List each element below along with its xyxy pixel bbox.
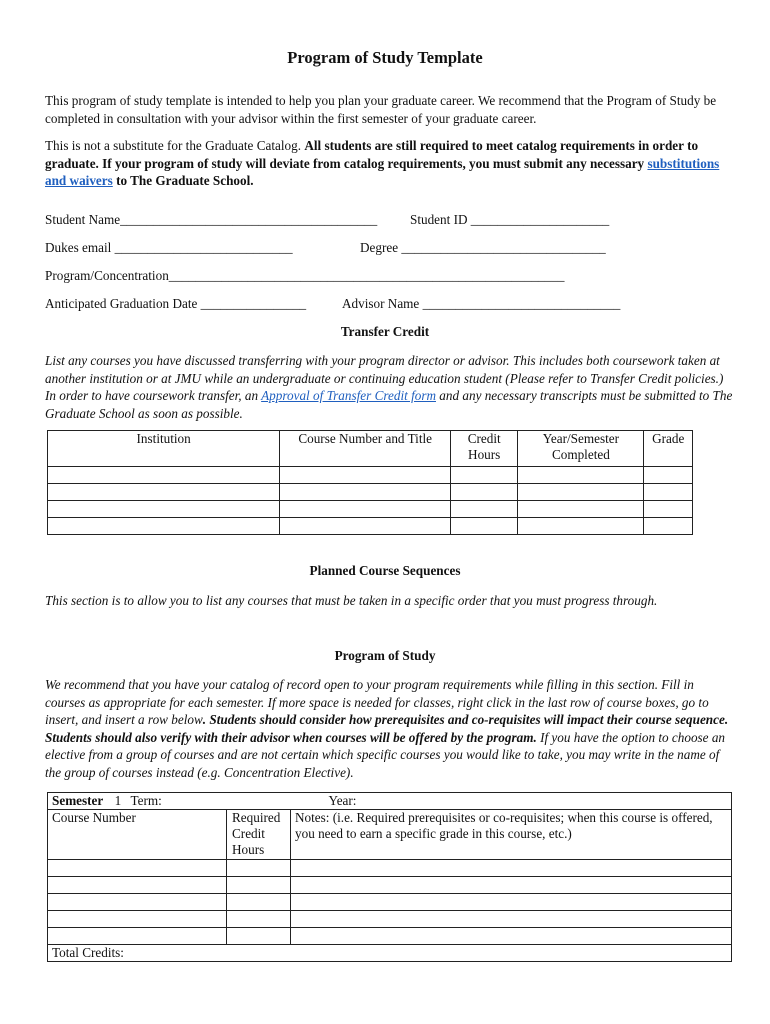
substitutions-waivers-link[interactable]: substitutions and waivers — [45, 155, 720, 188]
table-cell[interactable] — [48, 911, 227, 928]
table-cell[interactable] — [291, 877, 732, 894]
semester-table — [47, 792, 732, 962]
intro-paragraph: This program of study template is intended to help you plan your graduate career. We recommend that the Program of Study be completed in consultation with your advisor within the first semester of your graduate career. — [45, 93, 717, 126]
program-text-c: If you have the option to choose an elective from a group of courses and are not certain which specific courses you would like to take, you may write in the name of the group of courses instead (e.g. Concentration Elective). — [45, 729, 726, 780]
table-cell[interactable] — [227, 877, 291, 894]
col-course-number: Course Number — [48, 810, 227, 860]
table-row — [48, 877, 732, 894]
table-cell[interactable] — [291, 928, 732, 945]
dukes-email-field[interactable]: Dukes email ___________________________ — [45, 240, 293, 255]
program-concentration-field[interactable]: Program/Concentration____________________________________________________________ — [45, 268, 565, 283]
table-cell[interactable] — [48, 484, 280, 501]
notice-plain: This is not a substitute for the Graduate Catalog. — [45, 138, 305, 153]
table-row — [48, 860, 732, 877]
table-cell[interactable] — [48, 467, 280, 484]
table-cell[interactable] — [518, 467, 644, 484]
transfer-credit-table — [47, 430, 693, 535]
program-paragraph — [45, 676, 735, 781]
col-institution: Institution — [48, 431, 280, 467]
table-cell[interactable] — [227, 860, 291, 877]
table-row — [48, 467, 693, 484]
table-cell[interactable] — [644, 467, 693, 484]
table-row — [48, 518, 693, 535]
program-text-a: We recommend that you have your catalog of record open to your program requirements while filling in this section. Fill in courses as appropriate for each semester. If more space is needed for classes, right click in the last row of course boxes, go to insert, and insert a row below — [45, 677, 709, 727]
program-of-study-heading: Program of Study — [334, 648, 436, 663]
student-id-field[interactable]: Student ID _____________________ — [410, 212, 610, 227]
table-row — [48, 928, 732, 945]
semester-header-row — [48, 810, 732, 860]
total-credits-label: Total Credits: — [52, 945, 124, 960]
notice-bold-end: to The Graduate School. — [112, 173, 254, 188]
semester-cell — [48, 793, 291, 810]
table-cell[interactable] — [451, 467, 518, 484]
degree-field[interactable]: Degree _______________________________ — [360, 240, 606, 255]
total-credits-row — [48, 945, 732, 962]
notice-bold: All students are still required to meet catalog requirements in order to graduate. If your program of study will deviate from catalog requirements, you must submit any necessary — [45, 138, 699, 171]
advisor-name-field[interactable]: Advisor Name ______________________________ — [342, 296, 621, 311]
table-cell[interactable] — [291, 894, 732, 911]
col-course-number-title: Course Number and Title — [280, 431, 451, 467]
graduation-date-field[interactable]: Anticipated Graduation Date ________________ — [45, 296, 307, 311]
table-cell[interactable] — [451, 501, 518, 518]
table-row — [48, 911, 732, 928]
transfer-credit-heading: Transfer Credit — [340, 324, 430, 339]
program-text-bold: . Students should consider how prerequisites and co-requisites will impact their course sequence. Students should also verify with their advisor when courses will be offered by the program. — [45, 712, 729, 745]
table-cell[interactable] — [644, 518, 693, 535]
transfer-text-b: and any necessary transcripts must be submitted to The Graduate School as soon as possible. — [45, 388, 733, 421]
total-credits-cell[interactable] — [48, 945, 732, 962]
table-cell[interactable] — [48, 894, 227, 911]
table-row — [48, 894, 732, 911]
table-cell[interactable] — [291, 911, 732, 928]
table-cell[interactable] — [518, 518, 644, 535]
semester-row — [48, 793, 732, 810]
col-required-credit-hours: Required Credit Hours — [227, 810, 291, 860]
table-cell[interactable] — [227, 911, 291, 928]
term-label: Term: — [130, 793, 162, 808]
table-cell[interactable] — [451, 518, 518, 535]
col-notes: Notes: (i.e. Required prerequisites or co-requisites; when this course is offered, you need to earn a specific grade in this course, etc.) — [291, 810, 732, 860]
table-cell[interactable] — [48, 928, 227, 945]
table-cell[interactable] — [48, 518, 280, 535]
year-label: Year: — [328, 793, 357, 808]
sequences-paragraph: This section is to allow you to list any courses that must be taken in a specific order that you must progress through. — [45, 593, 658, 608]
table-cell[interactable] — [451, 484, 518, 501]
semester-number: 1 — [114, 793, 122, 808]
table-cell[interactable] — [280, 518, 451, 535]
table-row — [48, 484, 693, 501]
table-cell[interactable] — [518, 501, 644, 518]
table-cell[interactable] — [227, 928, 291, 945]
transfer-text-a: List any courses you have discussed transferring with your program director or advisor. This includes both coursework taken at another institution or at JMU while an undergraduate or continuing education student (Please refer to Transfer Credit policies.) In order to have coursework transfer, an — [45, 353, 724, 403]
planned-sequences-heading: Planned Course Sequences — [309, 563, 461, 578]
table-cell[interactable] — [48, 860, 227, 877]
col-grade: Grade — [644, 431, 693, 467]
semester-label: Semester — [52, 793, 104, 808]
table-cell[interactable] — [48, 877, 227, 894]
transfer-paragraph — [45, 352, 735, 422]
student-name-field[interactable]: Student Name_______________________________________ — [45, 212, 378, 227]
col-year-semester: Year/Semester Completed — [518, 431, 644, 467]
table-cell[interactable] — [291, 860, 732, 877]
table-cell[interactable] — [644, 484, 693, 501]
table-cell[interactable] — [518, 484, 644, 501]
page-title: Program of Study Template — [287, 48, 483, 67]
table-cell[interactable] — [280, 501, 451, 518]
notice-paragraph — [45, 137, 735, 190]
table-header-row — [48, 431, 693, 467]
table-cell[interactable] — [644, 501, 693, 518]
table-row — [48, 501, 693, 518]
col-credit-hours: Credit Hours — [451, 431, 518, 467]
table-cell[interactable] — [280, 484, 451, 501]
table-cell[interactable] — [280, 467, 451, 484]
table-cell[interactable] — [48, 501, 280, 518]
approval-transfer-form-link[interactable]: Approval of Transfer Credit form — [261, 388, 436, 403]
table-cell[interactable] — [227, 894, 291, 911]
year-cell — [291, 793, 732, 810]
